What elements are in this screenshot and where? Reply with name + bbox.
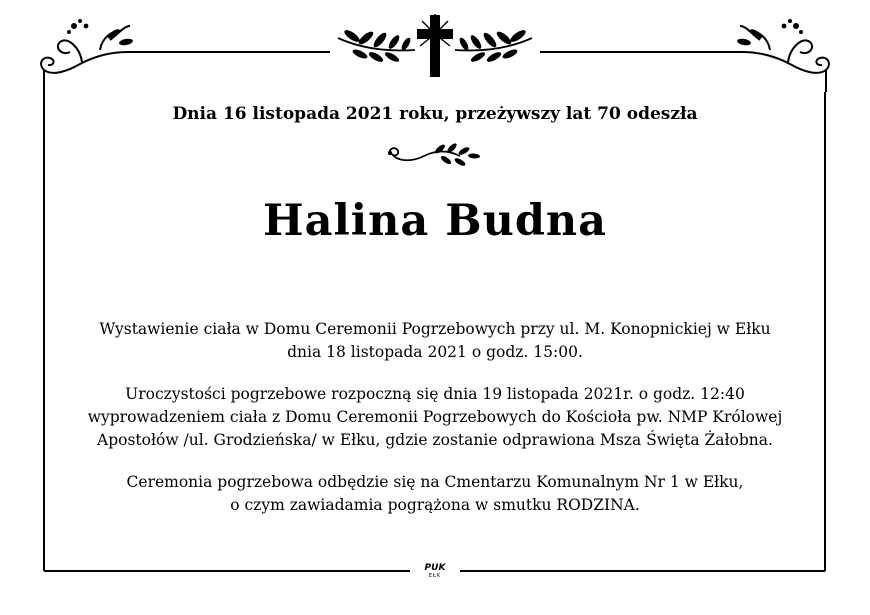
death-date-line: Dnia 16 listopada 2021 roku, przeżywszy lat 70 odeszła bbox=[172, 104, 698, 124]
text-line: o czym zawiadamia pogrążona w smutku RODZINA. bbox=[230, 496, 640, 514]
leaf-cluster-left bbox=[67, 19, 133, 46]
cross-icon bbox=[417, 14, 453, 77]
logo-text-bottom: EŁK bbox=[428, 573, 442, 579]
paragraph-ceremony bbox=[55, 383, 815, 452]
laurel-icon bbox=[455, 28, 532, 64]
funeral-details bbox=[55, 318, 815, 536]
logo-text-top: PUK bbox=[424, 563, 446, 573]
text-line: dnia 18 listopada 2021 o godz. 15:00. bbox=[287, 343, 583, 361]
flourish-icon bbox=[41, 26, 130, 92]
puk-logo bbox=[417, 563, 453, 581]
text-line: Uroczystości pogrzebowe rozpoczną się dnia 19 listopada 2021r. o godz. 12:40 bbox=[125, 385, 745, 403]
flourish-icon bbox=[384, 140, 484, 170]
flourish-icon bbox=[740, 26, 829, 92]
paragraph-viewing bbox=[55, 318, 815, 364]
text-line: Wystawienie ciała w Domu Ceremonii Pogrzebowych przy ul. M. Konopnickiej w Ełku bbox=[99, 320, 771, 338]
laurel-icon bbox=[338, 28, 415, 64]
text-line: Ceremonia pogrzebowa odbędzie się na Cmentarzu Komunalnym Nr 1 w Ełku, bbox=[126, 473, 744, 491]
text-line: wyprowadzeniem ciała z Domu Ceremonii Pogrzebowych do Kościoła pw. NMP Królowej bbox=[87, 408, 783, 426]
deceased-name: Halina Budna bbox=[262, 196, 608, 246]
text-line: Apostołów /ul. Grodzieńska/ w Ełku, gdzie zostanie odprawiona Msza Święta Żałobna. bbox=[97, 431, 773, 449]
paragraph-burial bbox=[55, 471, 815, 517]
